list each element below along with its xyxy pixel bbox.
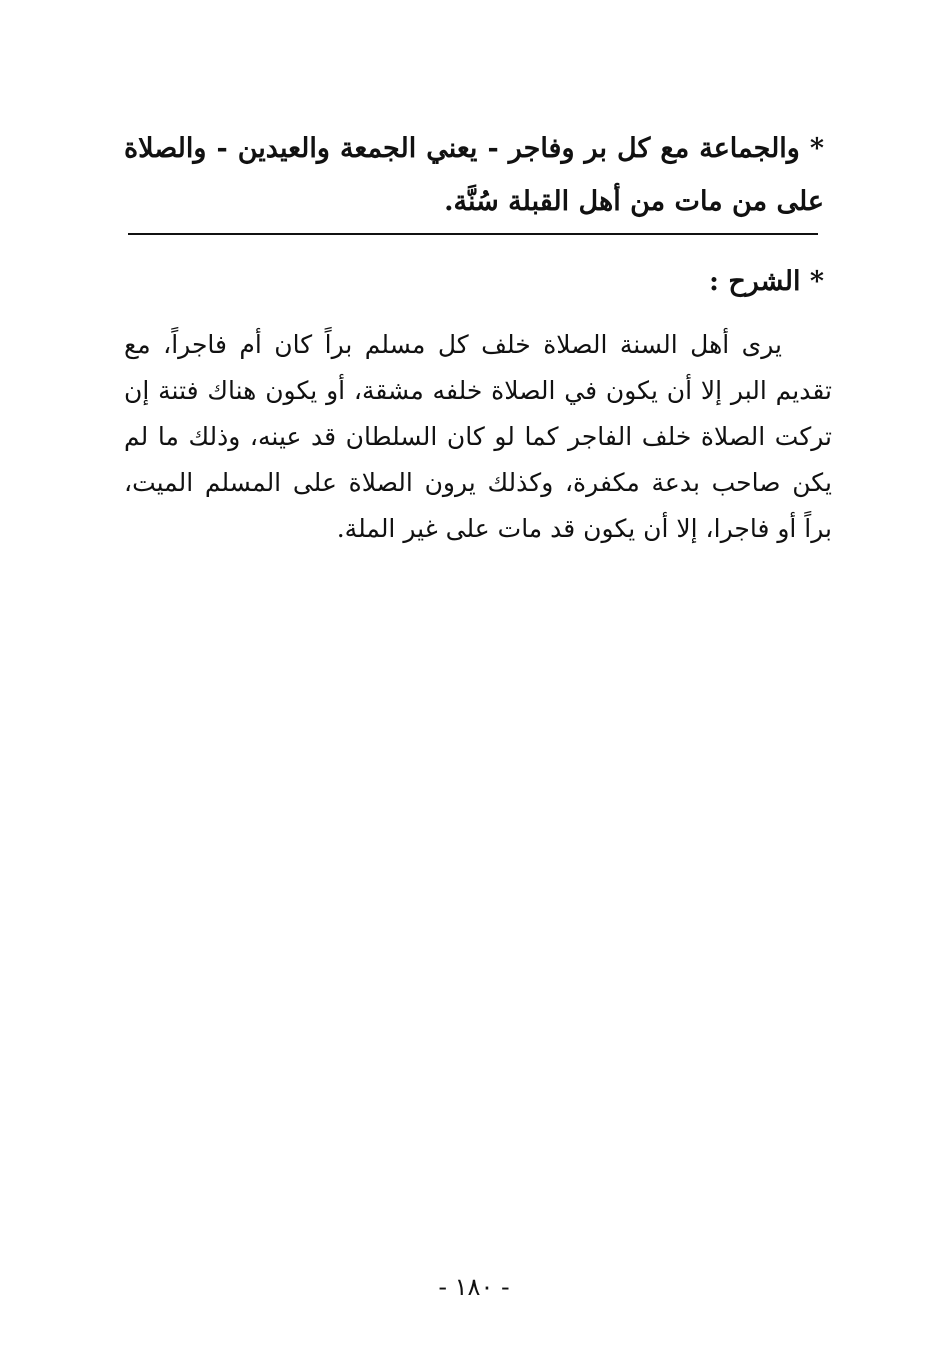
page-number: - ١٨٠ - bbox=[438, 1273, 510, 1301]
section-divider bbox=[128, 233, 818, 235]
sharh-body: يرى أهل السنة الصلاة خلف كل مسلم براً كان أم فاجراً، مع تقديم البر إلا أن يكون في الصلاة خلفه مشقة، أو يكون هناك فتنة إن تركت الصلاة خلف الفاجر كما لو كان السلطان قد عينه، وذلك ما لم يكن صاحب بدعة مكفرة، وكذلك يرون الصلاة على المسلم الميت، براً أو فاجرا، إلا أن يكون قد مات على غير الملة. bbox=[124, 330, 832, 543]
matn-text: * والجماعة مع كل بر وفاجر - يعني الجمعة والعيدين - والصلاة على من مات من أهل القبلة سُنَّة. bbox=[124, 133, 824, 217]
sharh-heading: * الشرح : bbox=[708, 266, 824, 297]
